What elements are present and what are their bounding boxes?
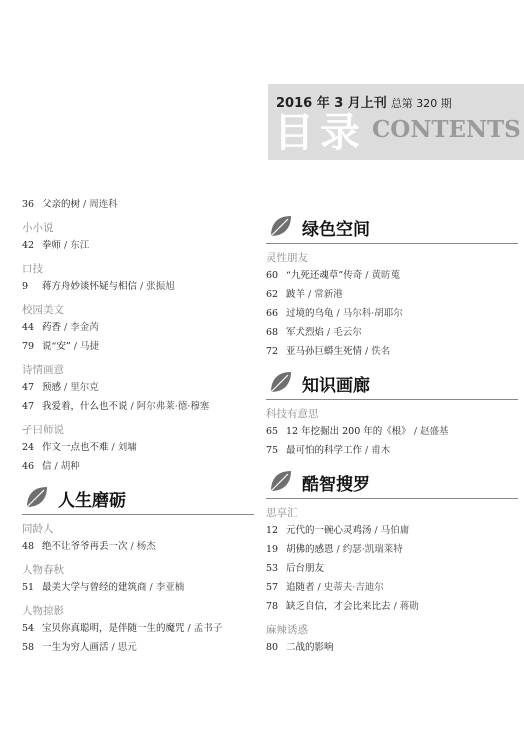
entry-author: / 胡种 xyxy=(54,461,80,472)
entry-author: / 周连科 xyxy=(83,199,118,210)
toc-entry[interactable] xyxy=(266,342,518,361)
toc-entry[interactable] xyxy=(22,318,254,337)
entry-title: 我爱着，什么也不说 xyxy=(42,401,128,412)
page-number: 78 xyxy=(266,601,279,612)
left-column xyxy=(22,195,254,657)
toc-entry[interactable] xyxy=(22,578,254,597)
toc-entry[interactable] xyxy=(266,422,518,441)
toc-entry[interactable] xyxy=(22,195,254,214)
entry-title: 绝不让爷爷再丢一次 xyxy=(42,541,128,552)
leaf-icon xyxy=(268,369,294,395)
entry-author: / 马捷 xyxy=(73,341,99,352)
toc-entry[interactable] xyxy=(266,441,518,460)
entry-author: / 杨杰 xyxy=(130,541,156,552)
issue-header xyxy=(268,84,524,160)
subcategory-label: 科技有意思 xyxy=(266,408,319,420)
entry-title: 元代的一碗心灵鸡汤 xyxy=(286,525,372,536)
contents-title: CONTENTS xyxy=(372,116,521,143)
entry-author: / 里尔克 xyxy=(64,382,99,393)
entry-title: 蒋方舟妙谈怀疑与相信 xyxy=(42,281,138,292)
entry-author: / 思元 xyxy=(111,642,137,653)
entry-title: “九死还魂草”传奇 xyxy=(286,270,363,281)
entry-author: / 甫木 xyxy=(365,445,391,456)
entry-author: / 马尔科·胡耶尔 xyxy=(336,308,403,319)
entry-title: 作文一点也不难 xyxy=(42,442,109,453)
page-number: 42 xyxy=(22,240,35,251)
page-number: 9 xyxy=(22,281,29,292)
entry-title: 最可怕的科学工作 xyxy=(286,445,363,456)
entry-title: 追随者 xyxy=(286,582,315,593)
entry-title: 宝贝你真聪明，是伴随一生的魔咒 xyxy=(42,623,185,634)
page-number: 36 xyxy=(22,199,35,210)
entry-title: 二战的影响 xyxy=(286,642,334,653)
entry-author: / 毛云尔 xyxy=(327,327,362,338)
subcategory-label: 思享汇 xyxy=(266,507,298,519)
page-number: 53 xyxy=(266,563,279,574)
entry-title: 最美大学与曾经的建筑商 xyxy=(42,582,147,593)
toc-entry[interactable] xyxy=(22,457,254,476)
toc-entry[interactable] xyxy=(22,397,254,416)
entry-title: 12 年挖掘出 200 年的《根》 xyxy=(286,426,411,437)
toc-entry[interactable] xyxy=(266,597,518,616)
section-title: 绿色空间 xyxy=(302,220,370,240)
toc-entry[interactable] xyxy=(22,337,254,356)
right-column xyxy=(266,205,518,657)
entry-author: / 马伯庸 xyxy=(374,525,410,536)
section-header xyxy=(266,365,518,400)
section-title: 酷智搜罗 xyxy=(302,475,370,495)
entry-author: / 约瑟·凯瑞莱特 xyxy=(336,544,403,555)
page-number: 24 xyxy=(22,442,35,453)
leaf-icon xyxy=(268,468,294,494)
section-header xyxy=(266,464,518,499)
section-title: 知识画廊 xyxy=(302,376,370,396)
page-number: 72 xyxy=(266,346,279,357)
entry-author: / 李亚楠 xyxy=(149,582,185,593)
entry-title: 拳师 xyxy=(42,240,62,251)
entry-author: / 孟书子 xyxy=(187,623,223,634)
page-number: 65 xyxy=(266,426,279,437)
issue-line xyxy=(276,92,452,111)
entry-author: / 黄昉蒐 xyxy=(365,270,400,281)
page-number: 54 xyxy=(22,623,35,634)
toc-entry[interactable] xyxy=(266,638,518,657)
page-number: 75 xyxy=(266,445,279,456)
entry-author: / 佚名 xyxy=(365,346,391,357)
leaf-icon xyxy=(24,484,50,510)
page-number: 12 xyxy=(266,525,279,536)
entry-title: 跛羊 xyxy=(286,289,306,300)
subcategory-label: 人物春秋 xyxy=(22,564,64,576)
toc-entry[interactable] xyxy=(266,323,518,342)
issue-date: 2016 年 3 月上刊 xyxy=(276,96,387,111)
entry-author: / 蒋勋 xyxy=(393,601,419,612)
entry-author: / 赵盛基 xyxy=(413,426,449,437)
subcategory-label: 口技 xyxy=(22,263,43,275)
entry-title: 父亲的树 xyxy=(42,199,81,210)
section-title: 人生磨砺 xyxy=(58,491,126,511)
page-number: 60 xyxy=(266,270,279,281)
subcategory-label: 诗情画意 xyxy=(22,364,64,376)
page-number: 62 xyxy=(266,289,279,300)
entry-author: / 阿尔弗莱·德·穆塞 xyxy=(130,401,210,412)
subcategory-label: 同龄人 xyxy=(22,523,54,535)
subcategory-label: 灵性朋友 xyxy=(266,252,308,264)
toc-entry[interactable] xyxy=(22,378,254,397)
toc-entry[interactable] xyxy=(266,266,518,285)
entry-title: 一生为穷人画活 xyxy=(42,642,109,653)
entry-author: / 张振旭 xyxy=(140,281,175,292)
toc-entry[interactable] xyxy=(22,236,254,255)
entry-title: 缺乏自信，才会比来比去 xyxy=(286,601,391,612)
page-number: 44 xyxy=(22,322,35,333)
entry-author: / 刘墉 xyxy=(111,442,137,453)
page-number: 51 xyxy=(22,582,35,593)
entry-title: 过境的乌龟 xyxy=(286,308,334,319)
toc-entry[interactable] xyxy=(22,438,254,457)
entry-author: / 史蒂夫·吉迪尔 xyxy=(317,582,384,593)
entry-author: / 常新港 xyxy=(308,289,343,300)
entry-title: 说“安” xyxy=(42,341,71,352)
toc-entry[interactable] xyxy=(266,285,518,304)
entry-title: 胡佛的感恩 xyxy=(286,544,334,555)
toc-entry[interactable] xyxy=(22,638,254,657)
page-number: 80 xyxy=(266,642,279,653)
subcategory-label: 校园美文 xyxy=(22,304,64,316)
toc-entry[interactable] xyxy=(22,619,254,638)
subcategory-label: 孑曰师说 xyxy=(22,424,64,436)
toc-entry[interactable] xyxy=(22,537,254,556)
toc-entry[interactable] xyxy=(266,559,518,578)
toc-entry[interactable] xyxy=(266,304,518,323)
entry-title: 亚马孙巨蟒生死情 xyxy=(286,346,363,357)
entry-title: 后台朋友 xyxy=(286,563,325,574)
mulu-title: 目录 xyxy=(274,110,366,156)
subcategory-label: 人物掠影 xyxy=(22,605,64,617)
toc-entry[interactable] xyxy=(266,540,518,559)
section-header xyxy=(266,209,518,244)
page-number: 66 xyxy=(266,308,279,319)
toc-entry[interactable] xyxy=(22,277,254,296)
entry-author: / 李金芮 xyxy=(64,322,99,333)
subcategory-label: 小小说 xyxy=(22,222,54,234)
entry-title: 预感 xyxy=(42,382,62,393)
subcategory-label: 麻辣诱惑 xyxy=(266,624,308,636)
section-header xyxy=(22,480,254,515)
entry-title: 军犬烈焰 xyxy=(286,327,325,338)
leaf-icon xyxy=(268,213,294,239)
toc-entry[interactable] xyxy=(266,578,518,597)
entry-title: 药香 xyxy=(42,322,62,333)
page-number: 79 xyxy=(22,341,35,352)
issue-total: 总第 320 期 xyxy=(390,97,452,110)
page-number: 47 xyxy=(22,401,35,412)
page-number: 47 xyxy=(22,382,35,393)
entry-author: / 东江 xyxy=(64,240,90,251)
page-number: 57 xyxy=(266,582,279,593)
page-number: 48 xyxy=(22,541,35,552)
page-number: 68 xyxy=(266,327,279,338)
page-number: 46 xyxy=(22,461,35,472)
entry-title: 信 xyxy=(42,461,52,472)
page-number: 19 xyxy=(266,544,279,555)
page-number: 58 xyxy=(22,642,35,653)
toc-entry[interactable] xyxy=(266,521,518,540)
